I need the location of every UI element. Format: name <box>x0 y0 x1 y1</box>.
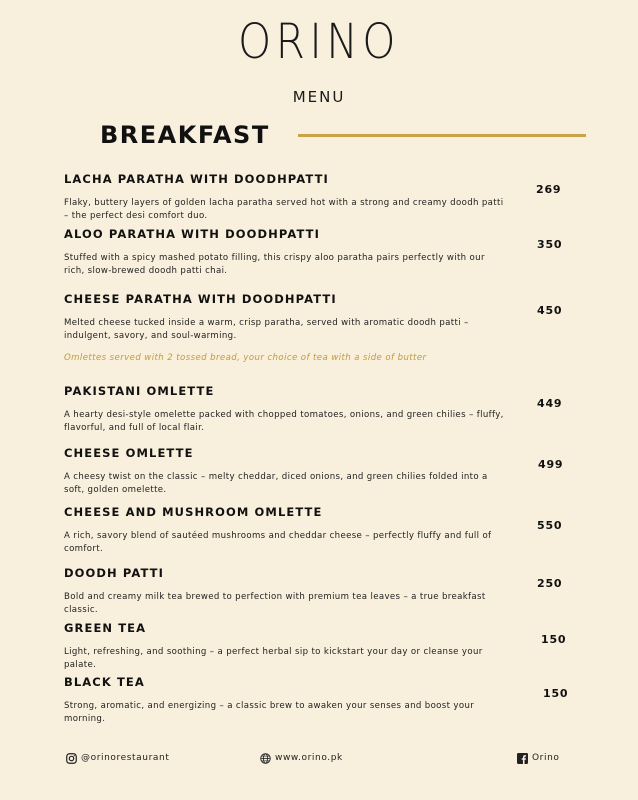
item-name: GREEN TEA <box>64 621 147 635</box>
facebook-link[interactable] <box>517 751 560 765</box>
website-link[interactable] <box>260 751 343 765</box>
item-price: 250 <box>537 577 563 590</box>
menu-item <box>64 621 504 672</box>
facebook-icon <box>517 753 528 764</box>
item-description: Bold and creamy milk tea brewed to perfection with premium tea leaves – a true breakfast classic. <box>64 592 486 615</box>
item-description: Stuffed with a spicy mashed potato filling, this crispy aloo paratha pairs perfectly with our rich, slow-brewed doodh patti chai. <box>64 253 485 276</box>
section-title: BREAKFAST <box>100 121 270 149</box>
item-description: A rich, savory blend of sautéed mushrooms and cheddar cheese – perfectly fluffy and full of comfort. <box>64 531 492 554</box>
item-price: 350 <box>537 238 563 251</box>
menu-item <box>64 384 504 435</box>
item-price: 150 <box>543 687 569 700</box>
item-description: A cheesy twist on the classic – melty cheddar, diced onions, and green chilies folded into a soft, golden omelette. <box>64 472 488 495</box>
menu-item <box>64 227 504 278</box>
menu-item <box>64 292 504 343</box>
item-price: 150 <box>541 633 567 646</box>
item-description: A hearty desi-style omelette packed with chopped tomatoes, onions, and green chilies – fluffy, flavorful, and full of local flair. <box>64 410 504 433</box>
menu-item <box>64 505 504 556</box>
instagram-handle: @orinorestaurant <box>81 753 170 763</box>
item-price: 499 <box>538 458 564 471</box>
globe-icon <box>260 753 271 764</box>
menu-item <box>64 172 504 223</box>
brand-logo: ORINO <box>238 14 400 70</box>
website-url: www.orino.pk <box>275 753 343 763</box>
item-price: 550 <box>537 519 563 532</box>
instagram-link[interactable] <box>66 751 169 765</box>
facebook-page: Orino <box>532 753 560 763</box>
item-name: PAKISTANI OMLETTE <box>64 384 215 398</box>
section-divider <box>298 134 586 137</box>
item-name: CHEESE PARATHA WITH DOODHPATTI <box>64 292 337 306</box>
item-price: 450 <box>537 304 563 317</box>
omelette-note: Omlettes served with 2 tossed bread, your choice of tea with a side of butter <box>64 353 427 363</box>
item-name: LACHA PARATHA WITH DOODHPATTI <box>64 172 329 186</box>
instagram-icon <box>66 753 77 764</box>
menu-item <box>64 675 504 726</box>
item-description: Light, refreshing, and soothing – a perfect herbal sip to kickstart your day or cleanse your palate. <box>64 647 483 670</box>
item-description: Strong, aromatic, and energizing – a classic brew to awaken your senses and boost your morning. <box>64 701 475 724</box>
menu-item <box>64 446 504 497</box>
item-description: Melted cheese tucked inside a warm, crisp paratha, served with aromatic doodh patti – indulgent, savory, and soul-warming. <box>64 318 469 341</box>
item-name: DOODH PATTI <box>64 566 164 580</box>
item-price: 449 <box>537 397 563 410</box>
item-price: 269 <box>536 183 562 196</box>
menu-item <box>64 566 504 617</box>
item-description: Flaky, buttery layers of golden lacha paratha served hot with a strong and creamy doodh patti – the perfect desi comfort duo. <box>64 198 504 221</box>
menu-label: MENU <box>292 88 346 106</box>
item-name: CHEESE OMLETTE <box>64 446 194 460</box>
item-name: CHEESE AND MUSHROOM OMLETTE <box>64 505 323 519</box>
item-name: BLACK TEA <box>64 675 145 689</box>
item-name: ALOO PARATHA WITH DOODHPATTI <box>64 227 320 241</box>
